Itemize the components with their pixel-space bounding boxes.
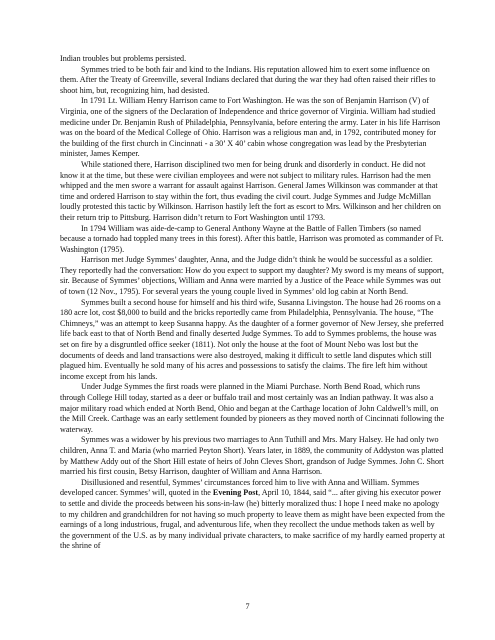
paragraph: Indian troubles but problems persisted. [60,54,187,63]
paragraph: Symmes built a second house for himself and his third wife, Susanna Livingston. The house had 26 rooms on a 180 acre lot, cost $8,000 to build and the bricks reportedly came from Philadelphia, Pennsylvania. The house, “The Chimneys,” was an attempt to keep Susanna happy. As the daughter of a former governor of New Jersey, she preferred life back east to that of North Bend and finally deserted Judge Symmes. To add to Symmes problems, the house was set on fire by a disgruntled office seeker (1811). Not only the house at the foot of Mount Nebo was lost but the documents of deeds and land transactions were also destroyed, making it difficult to settle land disputes which still plagued him. Eventually he sold many of his acres and possessions to satisfy the claims. The fire left him without income except from his lands. [60,297,444,381]
paragraph: Harrison met Judge Symmes’ daughter, Anna, and the Judge didn’t think he would be successful as a soldier. They reportedly had the conversation: How do you expect to support my daughter? My sword is my means of support, sir. Because of Symmes’ objections, William and Anna were married by a Justice of the Peace while Symmes was out of town (12 Nov., 1795). For several years the young couple lived in Symmes’ old log cabin at North Bend. [60,255,444,297]
paragraph: In 1794 William was aide-de-camp to General Anthony Wayne at the Battle of Fallen Timbers (so named because a tornado had toppled many trees in this forest). After this battle, Harrison was promoted as commander of Ft. Washington (1795). [60,223,444,254]
document-body [60,54,445,552]
paragraph: While stationed there, Harrison disciplined two men for being drunk and disorderly in conduct. He did not know it at the time, but these were civilian employees and were not subject to military rules. Harrison had the men whipped and the men swore a warrant for assault against Harrison. General James Wilkinson was commander at that time and ordered Harrison to stay within the fort, thus evading the civil court. Judge Symmes and Judge McMillan loudly protested this tactic by Wilkinson. Harrison hastily left the fort as escort to Mrs. Wilkinson and her children on their return trip to Pittsburg. Harrison didn’t return to Fort Washington until 1793. [60,159,441,222]
paragraph: Symmes was a widower by his previous two marriages to Ann Tuthill and Mrs. Mary Halsey. He had only two children, Anna T. and Maria (who married Peyton Short). Years later, in 1889, the community of Addyston was platted by Matthew Addy out of the Short Hill estate of heirs of John Cleves Short, grandson of Judge Symmes. John C. Short married his first cousin, Betsy Harrison, daughter of William and Anna Harrison. [60,435,444,477]
last-paragraph [60,478,445,552]
newspaper-title: Evening Post [212,488,259,498]
paragraph: Under Judge Symmes the first roads were planned in the Miami Purchase. North Bend Road, which runs through College Hill today, started as a deer or buffalo trail and most certainly was an Indian pathway. It was also a major military road which ended at North Bend, Ohio and began at the Carthage location of John Caldwell’s mill, on the Mill Creek. Carthage was an early settlement founded by pioneers as they moved north of Cincinnati following the waterway. [60,382,445,434]
paragraph: Symmes tried to be both fair and kind to the Indians. His reputation allowed him to exert some influence on them. After the Treaty of Greenville, several Indians declared that during the war they had often raised their rifles to shoot him, but, recognizing him, had desisted. [60,64,436,95]
last-paragraph-start: Disillusioned and resentful, Symmes’ circumstances forced him to live with Anna and William. Symmes developed cancer. Symmes’ will, quoted in the [60,477,420,498]
paragraph: In 1791 Lt. William Henry Harrison came to Fort Washington. He was the son of Benjamin Harrison (V) of Virginia, one of the signers of the Declaration of Independence and thrice governor of Virginia. William had studied medicine under Dr. Benjamin Rush of Philadelphia, Pennsylvania, before entering the army. Later in his life Harrison was on the board of the Medical College of Ohio. Harrison was a religious man and, in 1792, contributed money for the building of the first church in Cincinnati - a 30’ X 40’ cabin whose congregation was lead by the Presbyterian minister, James Kemper. [60,96,441,159]
last-paragraph-rest: , April 10, 1844, said “... after giving his executor power to settle and divide the proceeds between his sons-in-law (he) bitterly moralized thus: I hope I need make no apology to my children and grandchildren for not having so much property to leave them as might have been expected from the earnings of a long industrious, frugal, and adventurous life, when they recollect the undue methods taken as well by the government of the U.S. as by many individual private characters, to make sacrifice of my hardly earned property at the shrine of [60,488,445,551]
page-number: 7 [245,602,250,611]
